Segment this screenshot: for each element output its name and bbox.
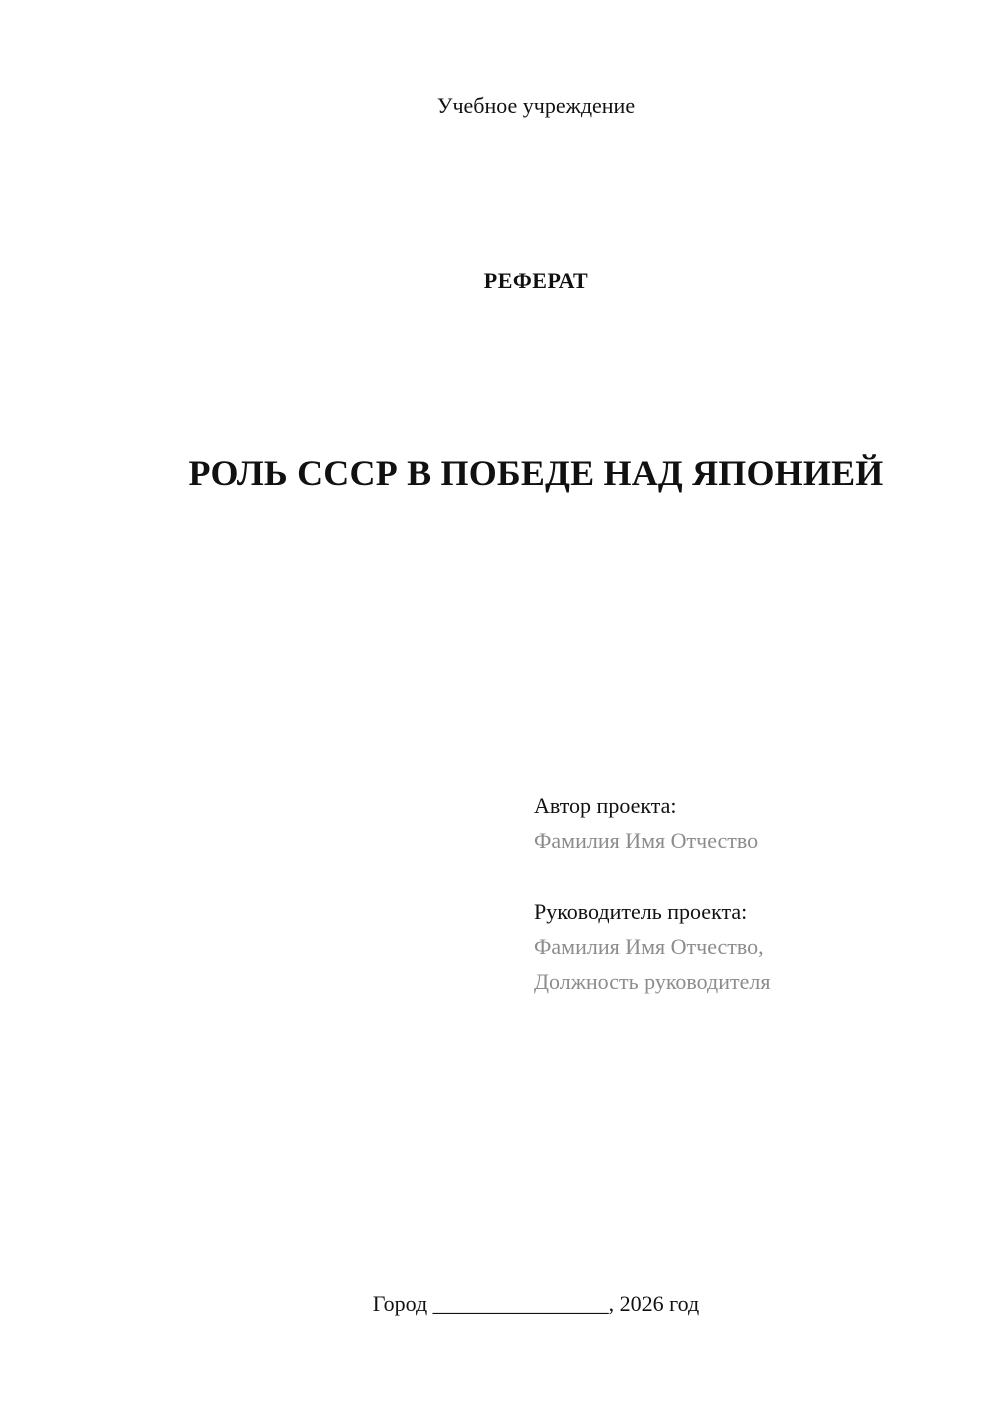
author-name: Фамилия Имя Отчество bbox=[534, 828, 759, 853]
supervisor-name: Фамилия Имя Отчество, bbox=[534, 934, 764, 959]
institution-name: Учебное учреждение bbox=[436, 93, 636, 118]
supervisor-label: Руководитель проекта: bbox=[534, 899, 748, 924]
city-year-line: Город ________________, 2026 год bbox=[372, 1291, 700, 1316]
credits-block bbox=[534, 788, 974, 999]
supervisor-position: Должность руководителя bbox=[534, 969, 771, 994]
document-title: РОЛЬ СССР В ПОБЕДЕ НАД ЯПОНИЕЙ bbox=[188, 453, 884, 493]
author-label: Автор проекта: bbox=[534, 793, 677, 818]
credits-spacer bbox=[534, 858, 974, 894]
document-type: РЕФЕРАТ bbox=[483, 268, 589, 293]
